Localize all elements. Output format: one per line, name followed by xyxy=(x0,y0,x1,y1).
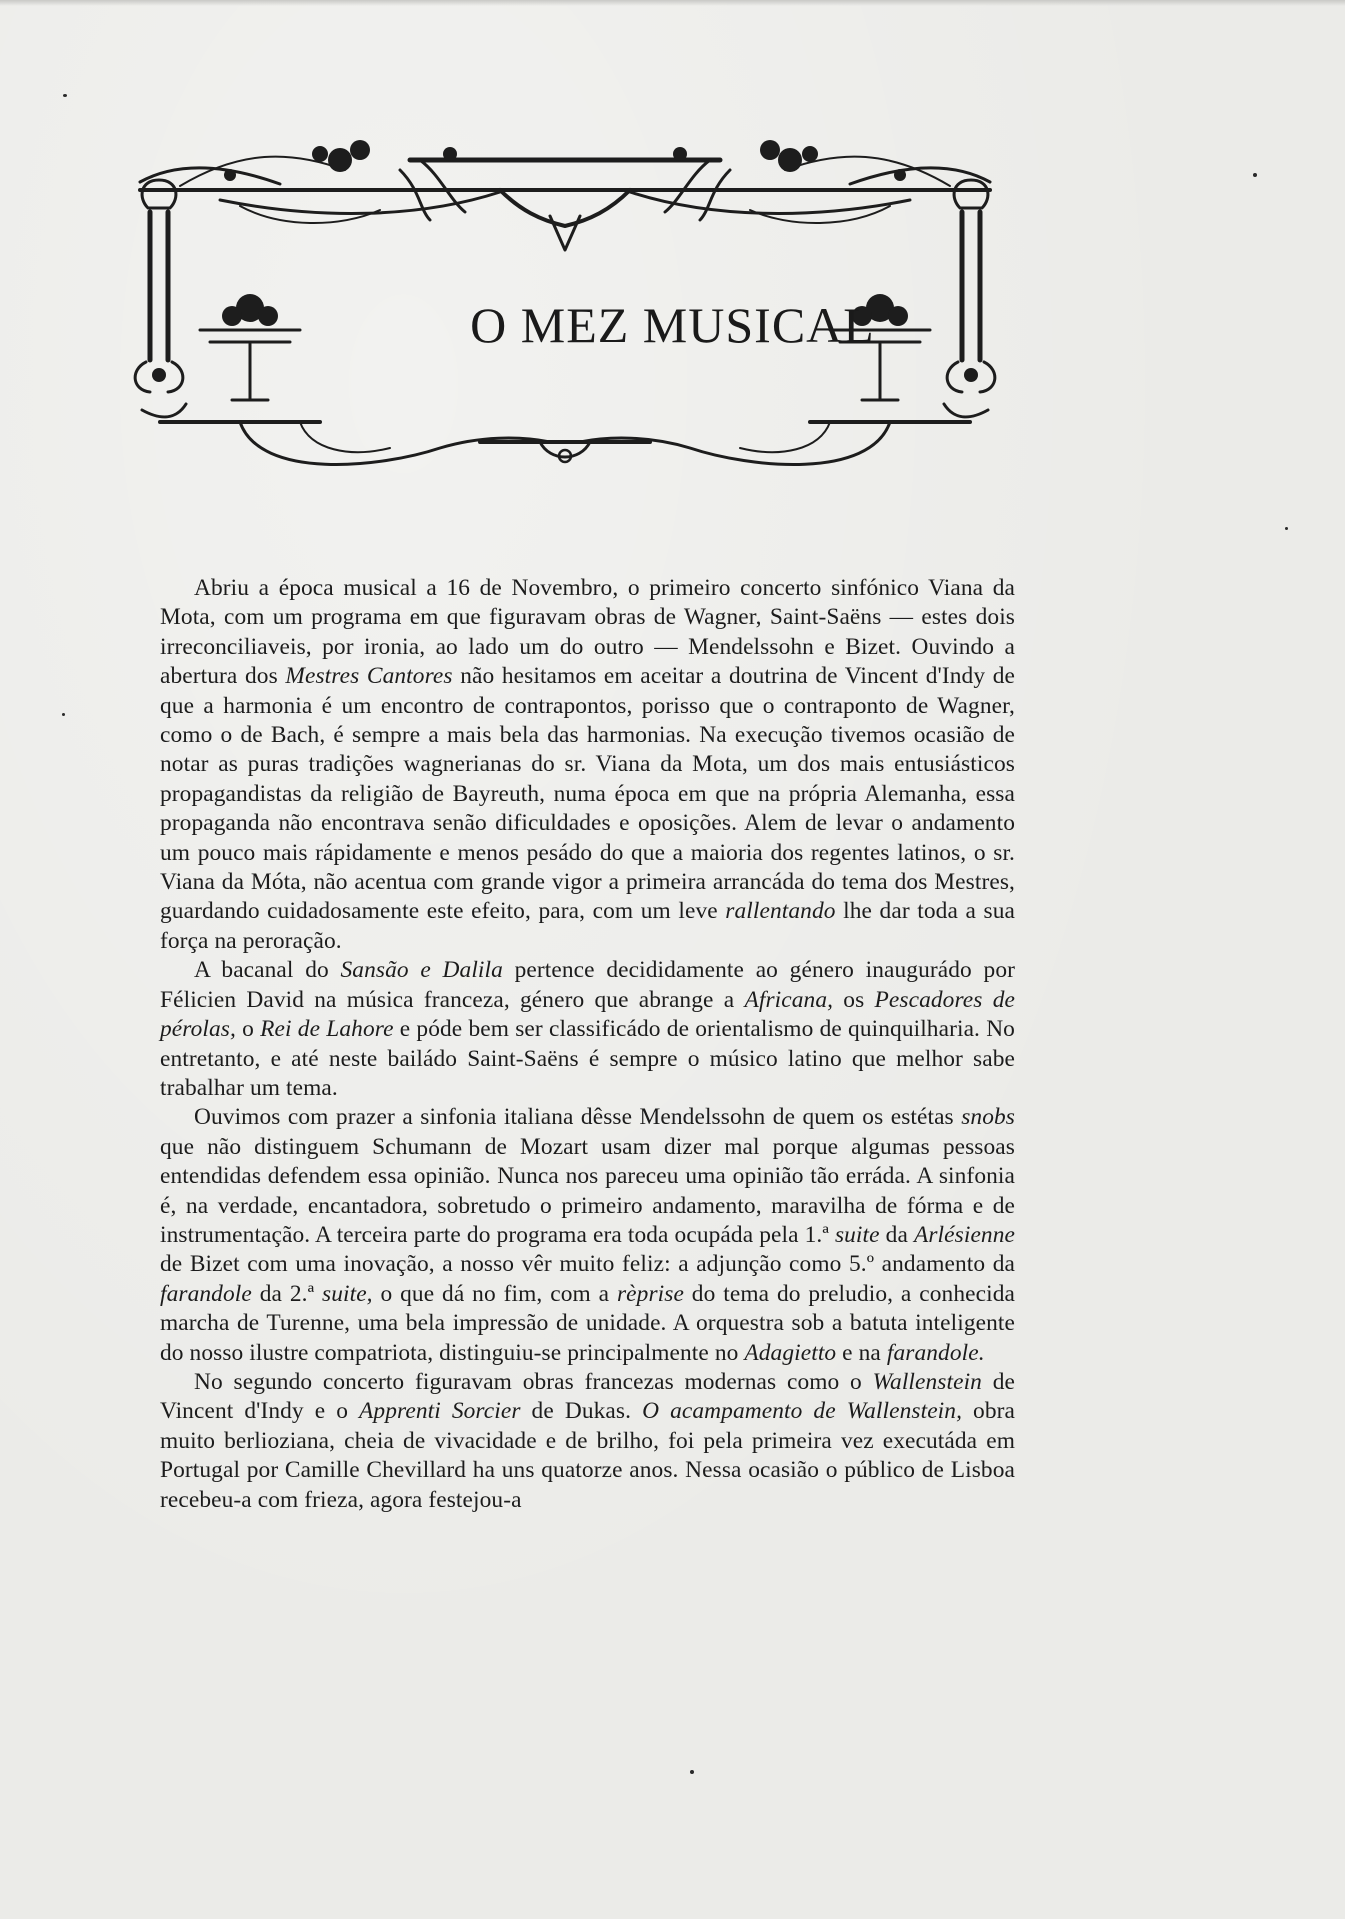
italic-text-run: suite xyxy=(834,1221,880,1248)
text-run: não hesitamos em aceitar a doutrina de Vincent d'Indy de que a harmonia é um encontro de contrapontos, porisso que o contraponto de Wagner, como o de Bach, é sempre a mais bela das harmonias. Na execução tivemos ocasião de notar as puras tradições wagnerianas do sr. Viana da Mota, um dos mais entusiásticos propagandistas da religião de Bayreuth, numa época em que na própria Alemanha, essa propaganda não encontrava senão dificuldades e oposições. Alem de levar o andamento um pouco mais rápidamente e menos pesádo do que a maioria dos regentes latinos, o sr. Viana da Móta, não acentua com grande vigor a primeira arrancáda do tema dos Mestres, guardando cuidadosamente este efeito, para, com um leve xyxy=(160,663,1015,925)
text-run: A bacanal do xyxy=(194,957,341,984)
text-run: pertence decididamente ao género inaugurádo por Félicien David na música franceza, género que abrange a xyxy=(160,957,1016,1013)
text-run: obra muito berlioziana, cheia de vivacidade e de brilho, foi pela primeira vez executáda em Portugal por Camille Chevillard ha uns quatorze anos. Nessa ocasião o público de Lisboa recebeu-a com frieza, agora festejou-a xyxy=(160,1398,1016,1513)
italic-text-run: rèprise xyxy=(616,1280,684,1307)
italic-text-run: rallentando xyxy=(725,898,836,925)
text-run: e póde bem ser classificádo de orientalismo de quinquilharia. No entretanto, e até neste bailádo Saint-Saëns é sempre o músico latino que melhor sabe trabalhar um tema. xyxy=(160,1016,1015,1101)
text-run: do tema do preludio, a conhecida marcha de Turenne, uma bela impressão de unidade. A orquestra sob a batuta inteligente do nosso ilustre compatriota, distinguiu-se principalmente no xyxy=(160,1280,1015,1366)
italic-text-run: Arlésienne xyxy=(913,1221,1015,1248)
page-top-edge xyxy=(0,0,1345,6)
page-title: O MEZ MUSICAL xyxy=(470,297,875,353)
text-run: lhe dar toda a sua força na peroração. xyxy=(160,898,1015,954)
text-run: da xyxy=(879,1221,914,1248)
italic-text-run: Africana, xyxy=(744,986,834,1013)
italic-text-run: snobs xyxy=(961,1104,1015,1131)
text-run: da 2.ª xyxy=(251,1280,322,1307)
text-run: Abriu a época musical a 16 de Novembro, o primeiro concerto sinfónico Viana da Mota, com um programa em que figuravam obras de Wagner, Saint-Saëns — estes dois irreconciliaveis, por ironia, ao lado um do outro — Mendelssohn e Bizet. Ouvindo a abertura dos xyxy=(160,575,1015,690)
italic-text-run: Adagietto xyxy=(744,1339,837,1366)
print-speck xyxy=(1253,173,1257,177)
article-paragraph xyxy=(160,1368,1015,1515)
print-speck xyxy=(63,94,67,97)
text-run: Ouvimos com prazer a sinfonia italiana dêsse Mendelssohn de quem os estétas xyxy=(194,1104,962,1131)
italic-text-run: Mestres Cantores xyxy=(285,663,453,690)
text-run: de Vincent d'Indy e o xyxy=(160,1368,1015,1425)
italic-text-run: Wallenstein xyxy=(872,1368,982,1395)
print-speck xyxy=(1285,527,1288,530)
italic-text-run: Sansão e Dalila xyxy=(340,957,503,984)
article-paragraph xyxy=(160,956,1015,1103)
article-body xyxy=(160,574,1015,1515)
text-run: No segundo concerto figuravam obras francezas modernas como o xyxy=(194,1368,873,1395)
italic-text-run: Apprenti Sorcier xyxy=(359,1398,521,1425)
text-run: de Bizet com uma inovação, a nosso vêr muito feliz: a adjunção como 5.º andamento da xyxy=(160,1251,1015,1278)
italic-text-run: Rei de Lahore xyxy=(260,1016,394,1043)
text-run: os xyxy=(833,986,875,1013)
text-run: de Dukas. xyxy=(520,1398,643,1425)
article-paragraph xyxy=(160,574,1015,956)
text-run: e na xyxy=(836,1339,887,1366)
article-paragraph xyxy=(160,1103,1015,1368)
text-run: que não distinguem Schumann de Mozart usam dizer mal porque algumas pessoas entendidas defendem essa opinião. Nunca nos pareceu uma opinião tão erráda. A sinfonia é, na verdade, encantadora, sobretudo o primeiro andamento, maravilha de fórma e de instrumentação. A terceira parte do programa era toda ocupáda pela 1.ª xyxy=(160,1133,1015,1248)
text-run: o xyxy=(235,1016,261,1043)
italic-text-run: O acampamento de Wallenstein, xyxy=(642,1398,963,1425)
italic-text-run: Pescadores de pérolas, xyxy=(160,986,1015,1043)
italic-text-run: farandole xyxy=(160,1280,252,1307)
italic-text-run: farandole. xyxy=(886,1339,985,1366)
italic-text-run: suite, xyxy=(322,1280,373,1307)
text-run: o que dá no fim, com a xyxy=(372,1280,617,1307)
print-speck xyxy=(62,713,65,716)
print-speck xyxy=(690,1770,694,1774)
